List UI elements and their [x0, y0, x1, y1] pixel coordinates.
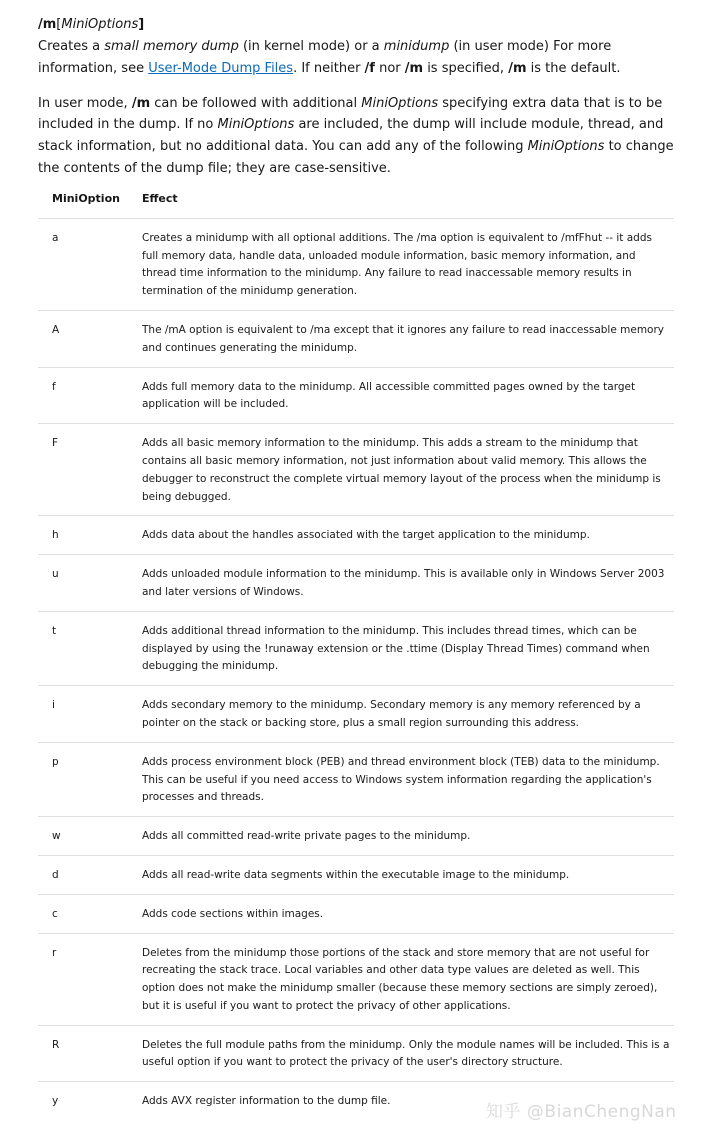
option-cell: i	[38, 686, 129, 743]
effect-cell: Adds all basic memory information to the minidump. This adds a stream to the minidump that contains all basic memory information, not just information about valid memory. This allows the debugger to reconstruct the complete virtual memory layout of the process when the minidump is being debugged.	[129, 424, 674, 516]
user-mode-text: In user mode,	[38, 95, 132, 111]
effect-cell: Adds full memory data to the minidump. All accessible committed pages owned by the target application will be included.	[129, 367, 674, 424]
param-name: MiniOptions	[61, 17, 139, 32]
user-mode-paragraph	[38, 93, 674, 180]
intro-switch: /m	[404, 60, 424, 76]
doc-content	[38, 14, 674, 1120]
effect-cell: Adds AVX register information to the dump file.	[129, 1082, 674, 1120]
effect-cell: Adds code sections within images.	[129, 894, 674, 933]
intro-text: nor	[374, 60, 405, 76]
option-cell: y	[38, 1082, 129, 1120]
table-row	[38, 218, 674, 310]
user-mode-text: are included, the dump will include module, thread, and stack information, but no additional data. You can add any of the following	[38, 117, 664, 155]
switch-name: /m	[38, 17, 57, 32]
intro-paragraph	[38, 36, 674, 80]
table-row	[38, 310, 674, 367]
effect-cell: The /mA option is equivalent to /ma except that it ignores any failure to read inaccessable memory and continues generating the minidump.	[129, 310, 674, 367]
user-mode-term: MiniOptions	[217, 117, 295, 133]
intro-text: (in user mode) For more information, see	[38, 39, 612, 76]
effect-cell: Adds all committed read-write private pages to the minidump.	[129, 817, 674, 856]
option-cell: F	[38, 424, 129, 516]
effect-cell: Adds additional thread information to the minidump. This includes thread times, which can be displayed by using the !runaway extension or the .ttime (Display Thread Times) command when debugging the minidump.	[129, 611, 674, 685]
option-cell: R	[38, 1025, 129, 1082]
effect-cell: Creates a minidump with all optional additions. The /ma option is equivalent to /mfFhut -- it adds full memory data, handle data, unloaded module information, basic memory information, and thread time information to the minidump. Any failure to read inaccessable memory results in termination of the minidump generation.	[129, 218, 674, 310]
option-cell: d	[38, 855, 129, 894]
option-cell: u	[38, 555, 129, 612]
effect-cell: Deletes from the minidump those portions of the stack and store memory that are not useful for recreating the stack trace. Local variables and other data type values are deleted as well. This option does not make the minidump smaller (because these memory sections are simply zeroed), but it is useful if you want to protect the privacy of other applications.	[129, 933, 674, 1025]
zhihu-watermark: 知乎 @BianChengNan	[486, 1102, 677, 1122]
intro-term: minidump	[383, 39, 450, 54]
option-cell: A	[38, 310, 129, 367]
option-cell: w	[38, 817, 129, 856]
user-mode-text: specifying extra data that is to be included in the dump. If no	[38, 95, 663, 133]
intro-text: Creates a	[38, 39, 105, 54]
user-mode-term: MiniOptions	[361, 95, 439, 111]
effect-cell: Adds unloaded module information to the minidump. This is available only in Windows Server 2003 and later versions of Windows.	[129, 555, 674, 612]
user-mode-switch: /m	[131, 95, 151, 111]
option-cell: h	[38, 516, 129, 555]
intro-text: is specified,	[423, 60, 509, 76]
table-header-row	[38, 189, 674, 219]
user-mode-text: to change the contents of the dump file; they are case-sensitive.	[38, 139, 674, 176]
table-row	[38, 516, 674, 555]
effect-cell: Deletes the full module paths from the minidump. Only the module names will be included. This is a useful option if you want to protect the privacy of the user's directory structure.	[129, 1025, 674, 1082]
effect-cell: Adds secondary memory to the minidump. Secondary memory is any memory referenced by a pointer on the stack or backing store, plus a small region surrounding this address.	[129, 686, 674, 743]
table-row	[38, 555, 674, 612]
table-row	[38, 367, 674, 424]
option-cell: c	[38, 894, 129, 933]
intro-text: . If neither	[293, 60, 365, 76]
table-row	[38, 933, 674, 1025]
effect-cell: Adds process environment block (PEB) and thread environment block (TEB) data to the minidump. This can be useful if you need access to Windows system information regarding the application's processes and threads.	[129, 742, 674, 816]
table-row	[38, 855, 674, 894]
option-cell: p	[38, 742, 129, 816]
table-row	[38, 611, 674, 685]
option-cell: t	[38, 611, 129, 685]
user-mode-text: can be followed with additional	[150, 95, 362, 111]
minioptions-table	[38, 189, 674, 1120]
table-row	[38, 817, 674, 856]
intro-text: (in kernel mode) or a	[238, 39, 384, 54]
table-row	[38, 742, 674, 816]
table-row	[38, 686, 674, 743]
effect-cell: Adds all read-write data segments within the executable image to the minidump.	[129, 855, 674, 894]
bracket-open: [	[56, 17, 62, 32]
effect-cell: Adds data about the handles associated with the target application to the minidump.	[129, 516, 674, 555]
intro-term: small memory dump	[104, 39, 239, 54]
table-row	[38, 1025, 674, 1082]
table-row	[38, 894, 674, 933]
intro-switch: /m	[508, 60, 527, 76]
user-mode-dump-files-link[interactable]: User-Mode Dump Files	[148, 60, 294, 76]
column-header-effect: Effect	[142, 191, 178, 205]
intro-text: is the default.	[526, 60, 621, 76]
table-row	[38, 424, 674, 516]
user-mode-term: MiniOptions	[527, 139, 605, 155]
section-heading	[38, 14, 674, 36]
intro-switch: /f	[364, 60, 375, 76]
bracket-close: ]	[138, 17, 145, 32]
option-cell: f	[38, 367, 129, 424]
column-header-minioption: MiniOption	[52, 191, 120, 205]
option-cell: a	[38, 218, 129, 310]
option-cell: r	[38, 933, 129, 1025]
